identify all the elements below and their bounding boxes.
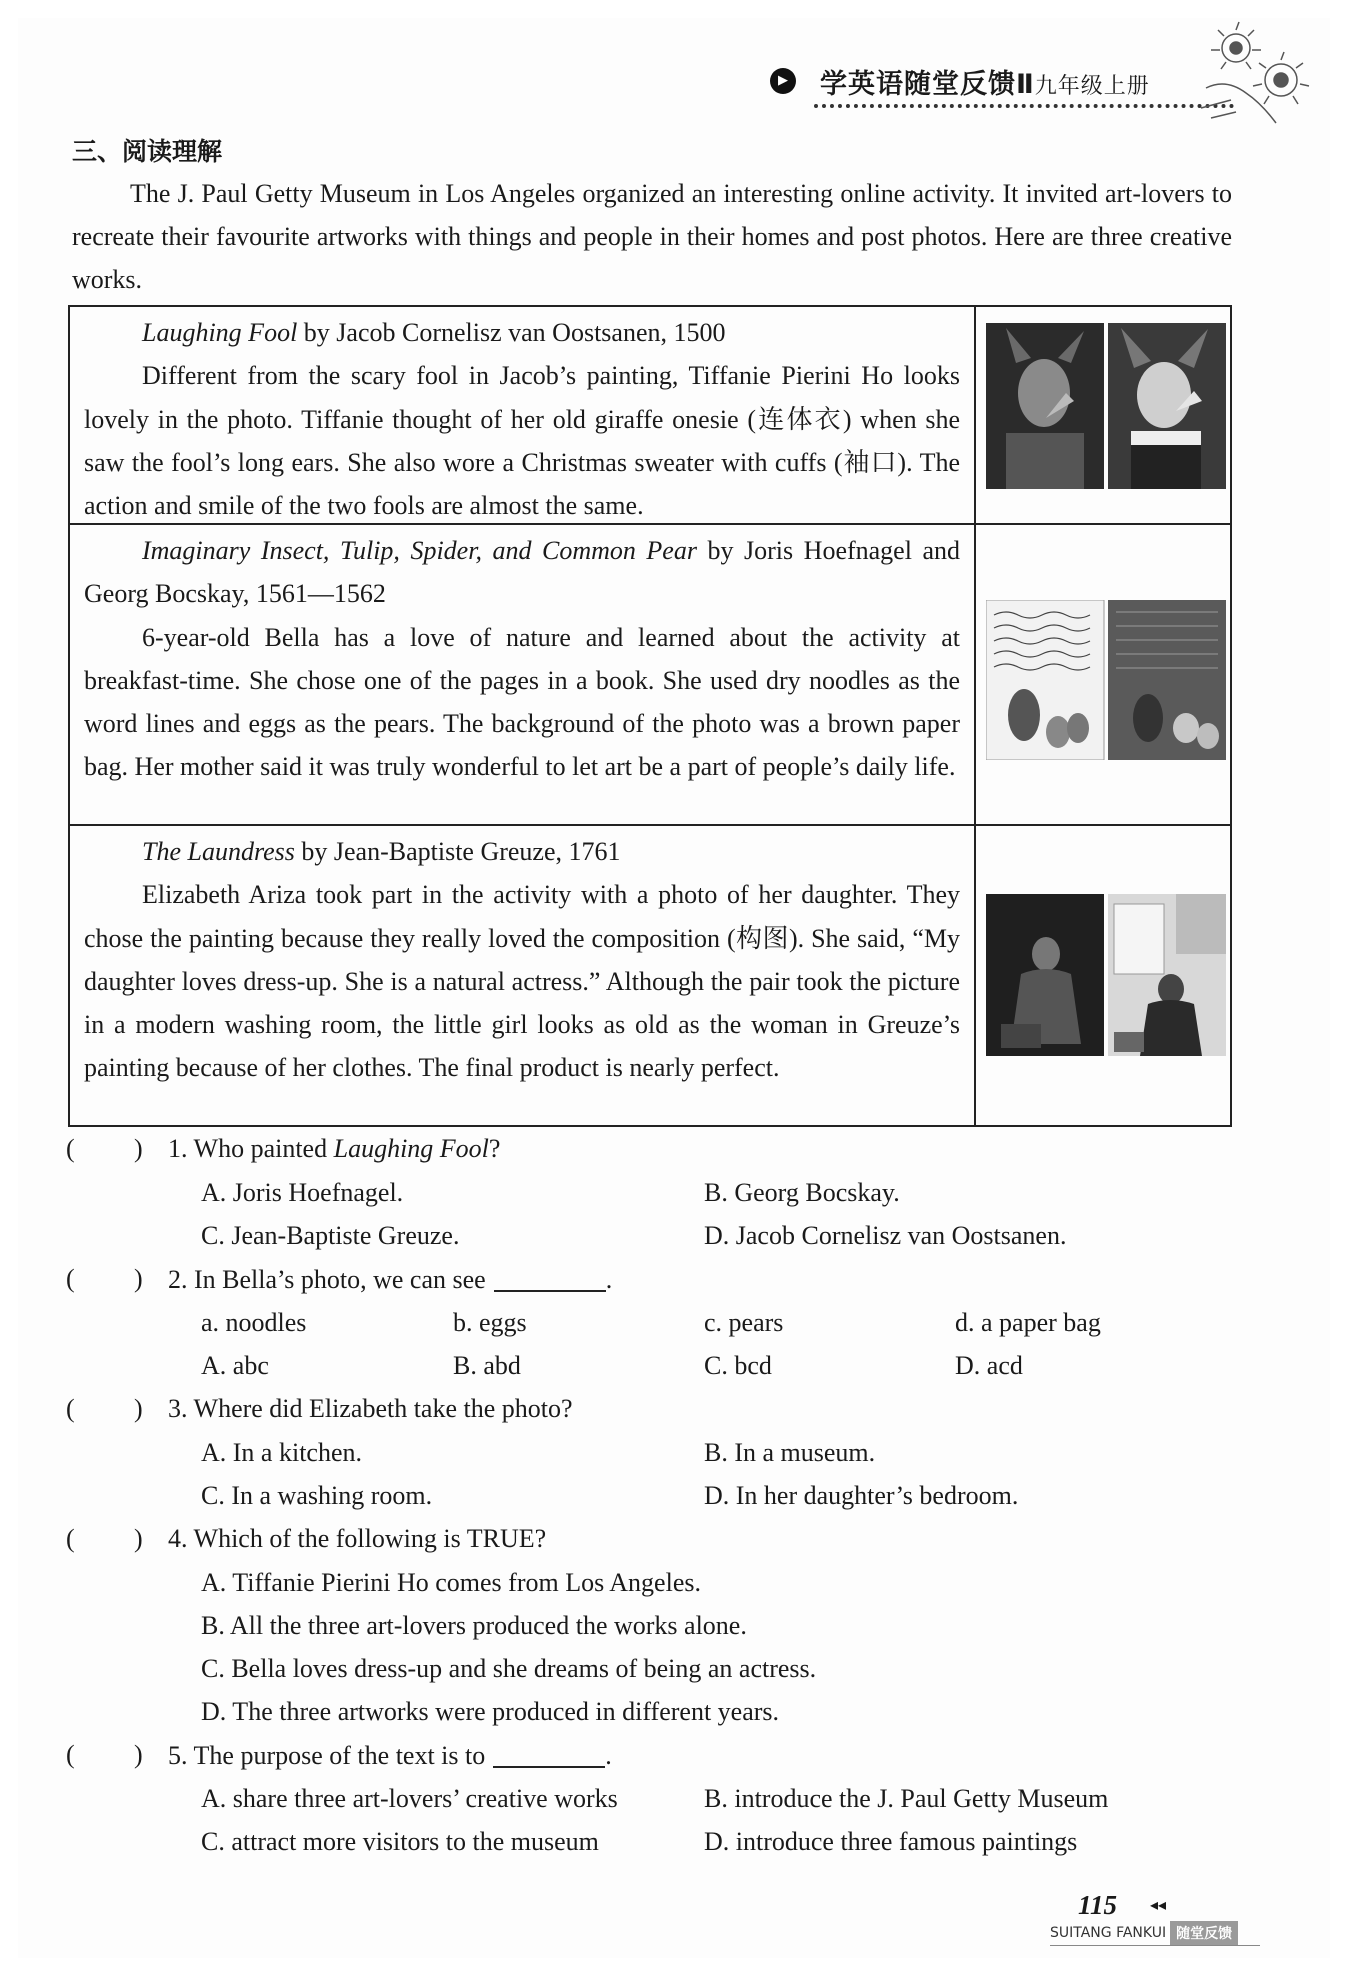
stem-text: Where did Elizabeth take the photo?: [193, 1394, 573, 1423]
option-a: A. abc: [201, 1351, 269, 1380]
artwork-description-cell: [70, 525, 976, 824]
artworks-table: [68, 305, 1232, 1127]
option-b: B. Georg Bocskay.: [704, 1178, 900, 1207]
artwork-caption: [84, 311, 960, 354]
bracket-open: (: [66, 1134, 75, 1163]
question-number: 5.: [168, 1741, 188, 1770]
artwork-story: 6-year-old Bella has a love of nature and learned about the activity at breakfast-time. She chose one of the pages in a book. She used dry noodles as the word lines and eggs as the pears. The background of the photo was a brown paper bag. Her mother said it was truly wonderful to let art be a part of people’s daily life.: [84, 622, 960, 782]
artwork-image-cell: [976, 525, 1230, 824]
question-stem: [168, 1134, 500, 1164]
question-stem: [168, 1394, 573, 1424]
option-a: A. Joris Hoefnagel.: [201, 1178, 404, 1207]
bracket-close: ): [134, 1394, 143, 1423]
bracket-open: (: [66, 1740, 75, 1769]
artwork-description-cell: [70, 307, 976, 523]
stem-text-end: .: [605, 1265, 613, 1294]
stem-text: In Bella’s photo, we can see: [194, 1265, 486, 1294]
bracket-close: ): [134, 1134, 143, 1163]
artwork-image-cell: [976, 307, 1230, 523]
header-dotted-rule: [814, 104, 1234, 108]
artwork-title: The Laundress: [142, 837, 295, 866]
footer-pinyin: SUITANG FANKUI: [1050, 1925, 1167, 1941]
double-arrow-left-icon: ◂◂: [1150, 1895, 1167, 1914]
bracket-open: (: [66, 1394, 75, 1423]
answer-bracket[interactable]: [66, 1264, 143, 1294]
question-number: 1.: [168, 1134, 188, 1163]
item-d: d. a paper bag: [955, 1308, 1101, 1337]
stem-text-end: ?: [488, 1134, 501, 1163]
artwork-row: [70, 824, 1230, 1125]
artwork-row: [70, 307, 1230, 523]
option-d: D. introduce three famous paintings: [704, 1827, 1078, 1856]
question-number: 4.: [168, 1524, 188, 1553]
option-c: C. bcd: [704, 1351, 772, 1380]
artwork-credit: by Jacob Cornelisz van Oostsanen, 1500: [297, 318, 726, 347]
artwork-credit: by Jean-Baptiste Greuze, 1761: [294, 837, 621, 866]
footer-tag: 随堂反馈: [1170, 1921, 1238, 1945]
fill-blank: [494, 1264, 606, 1292]
answer-bracket[interactable]: [66, 1134, 143, 1164]
book-title-main: 学英语随堂反馈Ⅱ: [820, 69, 1035, 100]
stem-text-end: .: [605, 1741, 612, 1770]
option-b: B. introduce the J. Paul Getty Museum: [704, 1784, 1109, 1813]
option-d: D. Jacob Cornelisz van Oostsanen.: [704, 1221, 1067, 1250]
fill-blank: [493, 1740, 605, 1768]
option-b: B. All the three art-lovers produced the works alone.: [201, 1611, 747, 1640]
option-c: C. attract more visitors to the museum: [201, 1827, 599, 1856]
question-stem: [168, 1264, 612, 1295]
play-icon: ▶: [770, 68, 796, 94]
page-number: 115: [1078, 1890, 1118, 1920]
book-title-grade: 九年级上册: [1034, 74, 1150, 99]
bracket-close: ): [134, 1524, 143, 1553]
bracket-close: ): [134, 1264, 143, 1293]
bracket-open: (: [66, 1524, 75, 1553]
artwork-row: [70, 523, 1230, 824]
answer-bracket[interactable]: [66, 1524, 143, 1554]
book-title: [820, 62, 1150, 101]
item-c: c. pears: [704, 1308, 784, 1337]
artwork-caption: [84, 529, 960, 616]
stem-text: Which of the following is TRUE?: [193, 1524, 547, 1553]
section-title: 三、阅读理解: [72, 137, 223, 166]
answer-bracket[interactable]: [66, 1740, 143, 1770]
item-a: a. noodles: [201, 1308, 307, 1337]
answer-bracket[interactable]: [66, 1394, 143, 1424]
artwork-story: Different from the scary fool in Jacob’s painting, Tiffanie Pierini Ho looks lovely in the photo. Tiffanie thought of her old giraffe onesie (连体衣) when she saw the fool’s long ears. She also wore a Christmas sweater with cuffs (袖口). The action and smile of the two fools are almost the same.: [84, 361, 960, 521]
option-c: C. In a washing room.: [201, 1481, 433, 1510]
sunflower-decoration-icon: [1196, 18, 1316, 128]
item-b: b. eggs: [453, 1308, 527, 1337]
laughing-fool-comparison-photo: [986, 323, 1226, 489]
option-a: A. In a kitchen.: [201, 1438, 363, 1467]
footer-rule: [1050, 1945, 1260, 1946]
bracket-close: ): [134, 1740, 143, 1769]
option-b: B. abd: [453, 1351, 521, 1380]
stem-text: Who painted: [193, 1134, 334, 1163]
artwork-title: Laughing Fool: [142, 318, 298, 347]
artwork-image-cell: [976, 826, 1230, 1125]
stem-text: The purpose of the text is to: [193, 1741, 486, 1770]
option-d: D. In her daughter’s bedroom.: [704, 1481, 1019, 1510]
artwork-story: Elizabeth Ariza took part in the activity with a photo of her daughter. They chose the painting because they really loved the composition (构图). She said, “My daughter loves dress-up. She is a natural actress.” Although the pair took the picture in a modern washing room, the little girl looks as old as the woman in Greuze’s painting because of her clothes. The final product is nearly perfect.: [84, 880, 960, 1083]
option-a: A. share three art-lovers’ creative works: [201, 1784, 618, 1813]
stem-italic-title: Laughing Fool: [333, 1134, 489, 1163]
option-d: D. acd: [955, 1351, 1023, 1380]
artwork-caption: [84, 830, 960, 873]
question-number: 3.: [168, 1394, 188, 1423]
laundress-comparison-photo: [986, 894, 1226, 1056]
question-number: 2.: [168, 1265, 188, 1294]
option-d: D. The three artworks were produced in different years.: [201, 1697, 780, 1726]
question-stem: [168, 1740, 612, 1771]
option-a: A. Tiffanie Pierini Ho comes from Los Angeles.: [201, 1568, 701, 1597]
artwork-credit: by Joris Hoefnagel and Georg Bocskay, 1561—1562: [84, 536, 961, 609]
option-c: C. Jean-Baptiste Greuze.: [201, 1221, 460, 1250]
question-stem: [168, 1524, 546, 1554]
option-c: C. Bella loves dress-up and she dreams of being an actress.: [201, 1654, 817, 1683]
artwork-description-cell: [70, 826, 976, 1125]
option-b: B. In a museum.: [704, 1438, 876, 1467]
insect-tulip-pear-comparison-photo: [986, 600, 1226, 760]
artwork-title: Imaginary Insect, Tulip, Spider, and Common Pear: [142, 536, 697, 565]
intro-paragraph: The J. Paul Getty Museum in Los Angeles organized an interesting online activity. It invited art-lovers to recreate their favourite artworks with things and people in their homes and post photos. Here are three creative works.: [72, 179, 1232, 294]
bracket-open: (: [66, 1264, 75, 1293]
footer-brand: [1050, 1920, 1238, 1946]
